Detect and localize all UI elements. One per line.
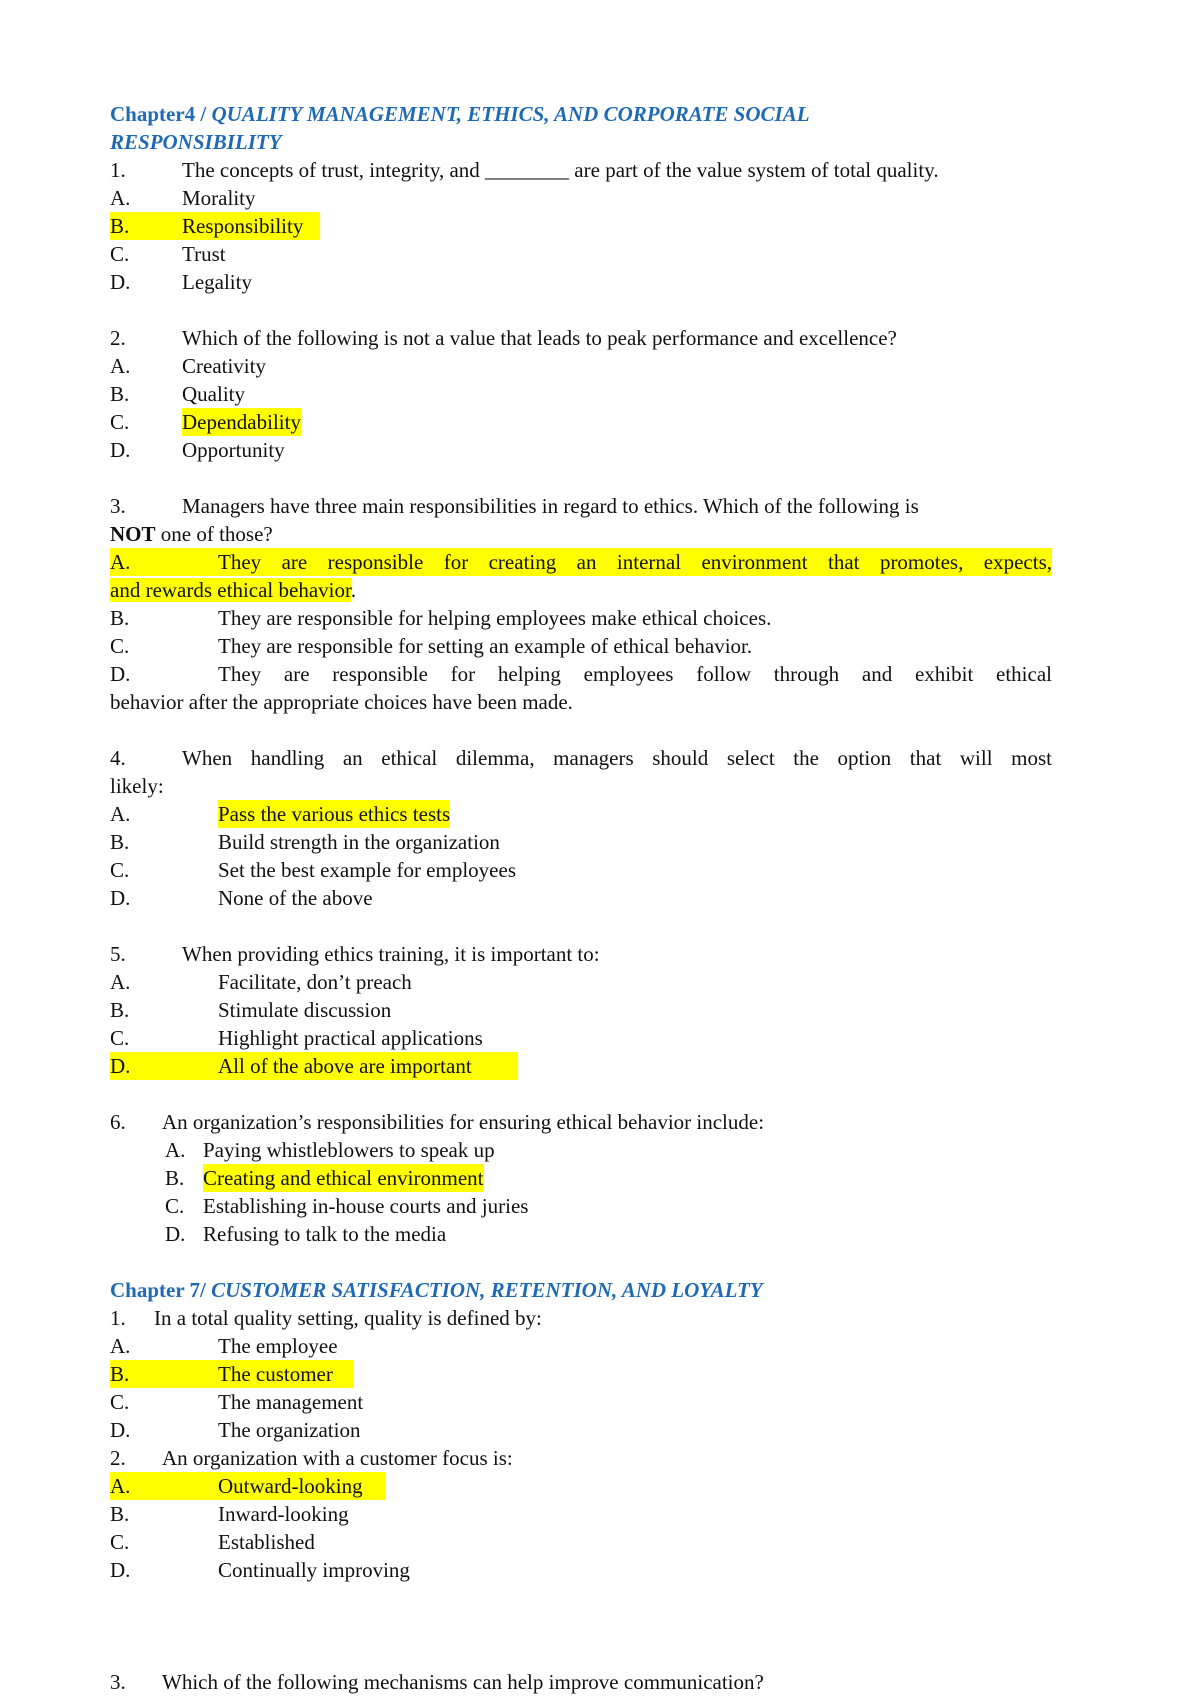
option-row-cont (110, 688, 1050, 716)
question-text: An organization with a customer focus is: (162, 1446, 513, 1470)
option-letter: D. (110, 270, 131, 294)
option-text: Responsibility (182, 214, 304, 238)
question-number: 6. (110, 1110, 126, 1134)
question-text: Managers have three main responsibilities in regard to ethics. Which of the following is (182, 494, 919, 518)
option-row-answer (110, 1472, 1050, 1500)
option-text: Facilitate, don’t preach (218, 970, 412, 994)
option-letter: B. (110, 1362, 130, 1386)
chapter-4-title-line1: QUALITY MANAGEMENT, ETHICS, AND CORPORATE SOCIAL (211, 102, 810, 126)
option-letter: A. (110, 1474, 131, 1498)
option-letter: C. (110, 634, 130, 658)
question-number: 1. (110, 1306, 126, 1330)
option-row-answer (110, 212, 1050, 240)
spacer (110, 1080, 1050, 1108)
question-number: 2. (110, 326, 126, 350)
question-number: 4. (110, 746, 126, 770)
question-number: 3. (110, 494, 126, 518)
chapter-4-prefix: Chapter4 / (110, 102, 212, 126)
question-number: 1. (110, 158, 126, 182)
option-row (110, 996, 1050, 1024)
emphasis-not: NOT (110, 522, 156, 546)
option-row (110, 1528, 1050, 1556)
question-text: Which of the following is not a value that leads to peak performance and excellence? (182, 326, 897, 350)
question-3-cont (110, 520, 1050, 548)
option-row (110, 604, 1050, 632)
option-text: Opportunity (182, 438, 285, 462)
option-letter: B. (110, 214, 130, 238)
spacer (110, 1640, 1050, 1668)
option-letter: B. (110, 606, 130, 630)
option-letter: B. (165, 1166, 185, 1190)
option-row-answer (110, 548, 1050, 576)
option-row-answer-cont (110, 576, 1050, 604)
option-letter: C. (110, 242, 130, 266)
question-text: In a total quality setting, quality is defined by: (154, 1306, 542, 1330)
option-row (110, 352, 1050, 380)
question-4 (110, 744, 1050, 772)
option-text: Continually improving (218, 1558, 410, 1582)
option-text: The employee (218, 1334, 338, 1358)
option-text: None of the above (218, 886, 373, 910)
question-number: 2. (110, 1446, 126, 1470)
option-row (110, 884, 1050, 912)
question-text: An organization’s responsibilities for ensuring ethical behavior include: (162, 1110, 765, 1134)
option-text: Trust (182, 242, 226, 266)
spacer (110, 716, 1050, 744)
option-text: Inward-looking (218, 1502, 349, 1526)
option-letter: A. (110, 802, 131, 826)
option-letter: C. (110, 1026, 130, 1050)
option-letter: B. (110, 998, 130, 1022)
option-text: Established (218, 1530, 315, 1554)
question-1 (110, 156, 1050, 184)
option-row (110, 1500, 1050, 1528)
option-text: Set the best example for employees (218, 858, 516, 882)
option-row-answer (110, 1360, 1050, 1388)
question-text-cont: likely: (110, 774, 164, 798)
option-text: They are responsible for helping employees make ethical choices. (218, 606, 772, 630)
question-number: 5. (110, 942, 126, 966)
option-row (110, 240, 1050, 268)
option-letter: B. (110, 1502, 130, 1526)
question-4-cont (110, 772, 1050, 800)
option-letter: A. (110, 970, 131, 994)
option-row (110, 1332, 1050, 1360)
option-text-highlighted: Pass the various ethics tests (218, 802, 451, 826)
option-letter: B. (110, 382, 130, 406)
option-text: The customer (218, 1362, 333, 1386)
option-row (110, 1220, 1050, 1248)
option-row-answer (110, 1052, 1050, 1080)
option-text: All of the above are important (218, 1054, 472, 1078)
option-letter: C. (110, 1390, 130, 1414)
question-text: When providing ethics training, it is important to: (182, 942, 600, 966)
option-letter: D. (110, 1418, 131, 1442)
option-text: Morality (182, 186, 256, 210)
option-text: Establishing in-house courts and juries (203, 1194, 529, 1218)
option-letter: C. (110, 410, 130, 434)
question-number: 3. (110, 1670, 126, 1694)
spacer (110, 1584, 1050, 1612)
option-text: The management (218, 1390, 364, 1414)
option-text-cont: behavior after the appropriate choices have been made. (110, 690, 573, 714)
option-row (110, 632, 1050, 660)
spacer (110, 296, 1050, 324)
question-text: The concepts of trust, integrity, and ________ are part of the value system of total quality. (182, 158, 939, 182)
spacer (110, 912, 1050, 940)
question-text: When handling an ethical dilemma, managers should select the option that will most (182, 746, 1052, 770)
option-text: Outward-looking (218, 1474, 363, 1498)
option-letter: C. (110, 858, 130, 882)
option-text: Stimulate discussion (218, 998, 392, 1022)
spacer (110, 1612, 1050, 1640)
option-letter: D. (110, 1054, 131, 1078)
option-text: The organization (218, 1418, 361, 1442)
option-letter: D. (110, 886, 131, 910)
option-text: They are responsible for helping employees follow through and exhibit ethical (218, 662, 1052, 686)
option-row (110, 828, 1050, 856)
ch7-question-1 (110, 1304, 1050, 1332)
chapter-4-heading (110, 100, 1050, 128)
option-row (110, 1136, 1050, 1164)
option-row (110, 268, 1050, 296)
option-text: Refusing to talk to the media (203, 1222, 447, 1246)
option-text: Build strength in the organization (218, 830, 500, 854)
option-letter: B. (110, 830, 130, 854)
chapter-4-title-line2: RESPONSIBILITY (110, 130, 282, 154)
spacer (110, 1248, 1050, 1276)
option-row (110, 1388, 1050, 1416)
option-row-answer (110, 1164, 1050, 1192)
option-row-answer (110, 408, 1050, 436)
option-row (110, 968, 1050, 996)
option-text-highlighted: Creating and ethical environment (203, 1166, 484, 1190)
option-letter: D. (110, 1558, 131, 1582)
option-text: Quality (182, 382, 245, 406)
option-letter: D. (110, 438, 131, 462)
option-text: Creativity (182, 354, 266, 378)
chapter-7-heading (110, 1276, 1050, 1304)
option-text-highlighted: Dependability (182, 410, 301, 434)
option-letter: D. (110, 662, 131, 686)
option-row (110, 1192, 1050, 1220)
ch7-question-2 (110, 1444, 1050, 1472)
option-text: Legality (182, 270, 252, 294)
option-letter: D. (165, 1222, 186, 1246)
option-text: Highlight practical applications (218, 1026, 483, 1050)
option-row (110, 1416, 1050, 1444)
option-row (110, 436, 1050, 464)
option-letter: C. (110, 1530, 130, 1554)
question-3 (110, 492, 1050, 520)
option-text: Paying whistleblowers to speak up (203, 1138, 495, 1162)
option-row (110, 1024, 1050, 1052)
chapter-7-title: CUSTOMER SATISFACTION, RETENTION, AND LOYALTY (211, 1278, 763, 1302)
option-letter: A. (110, 186, 131, 210)
option-row (110, 184, 1050, 212)
option-letter: A. (165, 1138, 186, 1162)
question-6 (110, 1108, 1050, 1136)
spacer (110, 464, 1050, 492)
option-text: They are responsible for creating an internal environment that promotes, expects, (218, 550, 1052, 574)
option-row-answer (110, 800, 1050, 828)
option-letter: A. (110, 550, 131, 574)
option-row (110, 1556, 1050, 1584)
option-letter: C. (165, 1194, 185, 1218)
option-row (110, 660, 1050, 688)
option-letter: A. (110, 1334, 131, 1358)
chapter-4-heading-cont (110, 128, 1050, 156)
option-row (110, 380, 1050, 408)
document-page (110, 100, 1050, 1696)
question-2 (110, 324, 1050, 352)
ch7-question-3 (110, 1668, 1050, 1696)
question-text: Which of the following mechanisms can help improve communication? (162, 1670, 764, 1694)
question-5 (110, 940, 1050, 968)
question-text-cont: one of those? (155, 522, 273, 546)
option-letter: A. (110, 354, 131, 378)
option-text-cont: and rewards ethical behavior (110, 578, 351, 602)
option-row (110, 856, 1050, 884)
option-text: They are responsible for setting an example of ethical behavior. (218, 634, 753, 658)
chapter-7-prefix: Chapter 7/ (110, 1278, 212, 1302)
option-text-end: . (350, 578, 357, 602)
